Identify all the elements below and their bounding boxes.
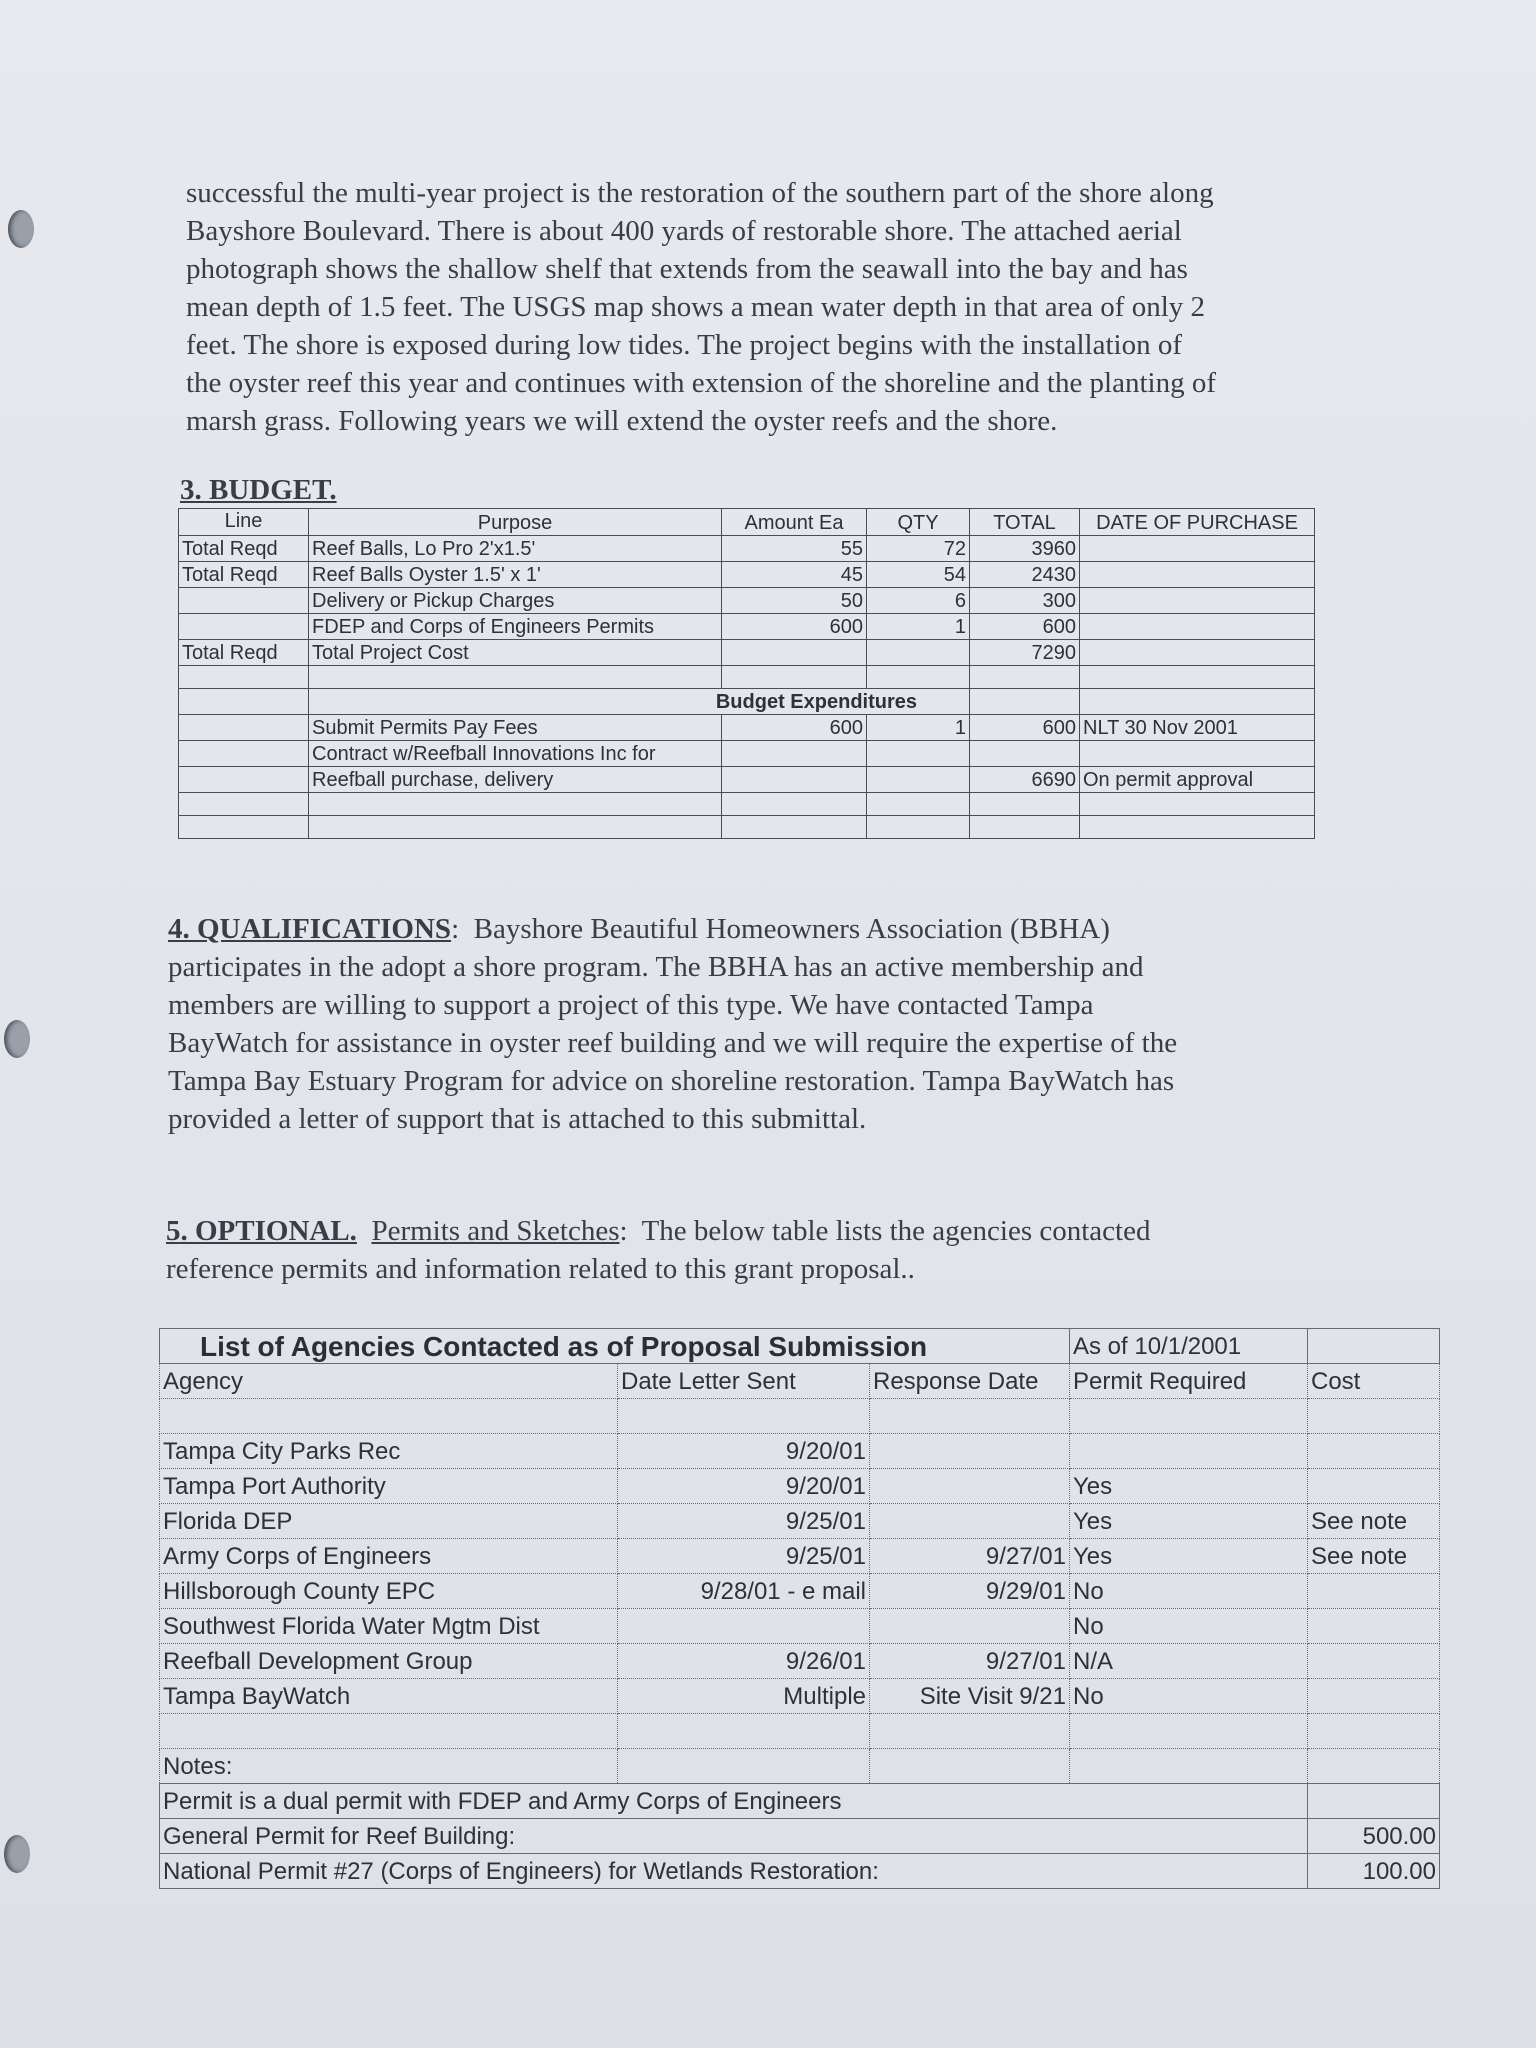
cost-cell: See note — [1308, 1504, 1440, 1539]
date-sent-cell: 9/26/01 — [618, 1644, 870, 1679]
agencies-title-row — [160, 1329, 1440, 1364]
table-row — [179, 816, 1315, 839]
qualifications-paragraph: 4. QUALIFICATIONS: Bayshore Beautiful Homeowners Association (BBHA) participates in the adopt a shore program. The BBHA has an active membership and members are willing to support a project of this type. We have contacted Tampa BayWatch for assistance in oyster reef building and we will require the expertise of the Tampa Bay Estuary Program for advice on shoreline restoration. Tampa BayWatch has provided a letter of support that is attached to this submittal. — [168, 910, 1338, 1138]
date-cell — [1080, 562, 1315, 588]
agencies-header-row — [160, 1364, 1440, 1399]
qualifications-line: provided a letter of support that is attached to this submittal. — [168, 1103, 867, 1135]
date-sent-cell: 9/28/01 - e mail — [618, 1574, 870, 1609]
amount-cell: 50 — [722, 588, 867, 614]
cost-cell — [1308, 1574, 1440, 1609]
col-header-agency: Agency — [160, 1364, 618, 1399]
table-row — [179, 562, 1315, 588]
table-row — [179, 715, 1315, 741]
note-cost — [1308, 1784, 1440, 1819]
budget-header-row — [179, 509, 1315, 536]
date-cell — [1080, 640, 1315, 666]
response-cell — [870, 1434, 1070, 1469]
table-row — [179, 793, 1315, 816]
qualifications-heading: 4. QUALIFICATIONS — [168, 913, 452, 945]
purpose-cell: FDEP and Corps of Engineers Permits — [309, 614, 722, 640]
agencies-table — [159, 1328, 1440, 1889]
qualifications-line: Tampa Bay Estuary Program for advice on shoreline restoration. Tampa BayWatch has — [168, 1065, 1175, 1097]
qualifications-line: participates in the adopt a shore program. The BBHA has an active membership and — [168, 951, 1144, 983]
purpose-cell: Reef Balls, Lo Pro 2'x1.5' — [309, 536, 722, 562]
purpose-cell: Total Project Cost — [309, 640, 722, 666]
date-sent-cell: 9/25/01 — [618, 1539, 870, 1574]
date-cell — [1080, 588, 1315, 614]
intro-line: marsh grass. Following years we will extend the oyster reefs and the shore. — [186, 405, 1058, 437]
agency-cell: Hillsborough County EPC — [160, 1574, 618, 1609]
line-cell: Total Reqd — [179, 640, 309, 666]
table-row — [160, 1679, 1440, 1714]
intro-line: photograph shows the shallow shelf that extends from the seawall into the bay and has — [186, 253, 1188, 285]
col-header-purpose: Purpose — [309, 509, 722, 536]
note-row — [160, 1784, 1440, 1819]
binder-hole-icon — [8, 210, 34, 248]
qty-cell — [867, 640, 970, 666]
amount-cell: 45 — [722, 562, 867, 588]
cost-cell — [1308, 1644, 1440, 1679]
table-row — [179, 767, 1315, 793]
amount-cell: 55 — [722, 536, 867, 562]
amount-cell: 600 — [722, 614, 867, 640]
col-header-response: Response Date — [870, 1364, 1070, 1399]
intro-line: feet. The shore is exposed during low tides. The project begins with the installation of — [186, 329, 1182, 361]
purpose-cell: Delivery or Pickup Charges — [309, 588, 722, 614]
permit-cell: No — [1070, 1679, 1308, 1714]
budget-table — [178, 508, 1315, 839]
optional-paragraph: 5. OPTIONAL. Permits and Sketches: The below table lists the agencies contacted reference permits and information related to this grant proposal.. — [166, 1212, 1346, 1288]
binder-hole-icon — [4, 1835, 30, 1873]
qty-cell: 1 — [867, 614, 970, 640]
agency-cell: Florida DEP — [160, 1504, 618, 1539]
total-cell: 7290 — [970, 640, 1080, 666]
permit-cell: Yes — [1070, 1504, 1308, 1539]
intro-line: mean depth of 1.5 feet. The USGS map shows a mean water depth in that area of only 2 — [186, 291, 1206, 323]
permit-cell — [1070, 1434, 1308, 1469]
table-row — [160, 1539, 1440, 1574]
agency-cell: Tampa City Parks Rec — [160, 1434, 618, 1469]
table-row — [179, 614, 1315, 640]
table-row — [179, 536, 1315, 562]
note-row — [160, 1819, 1440, 1854]
notes-label-row — [160, 1749, 1440, 1784]
total-cell: 3960 — [970, 536, 1080, 562]
agency-cell: Southwest Florida Water Mgtm Dist — [160, 1609, 618, 1644]
agency-cell: Tampa Port Authority — [160, 1469, 618, 1504]
col-header-permit: Permit Required — [1070, 1364, 1308, 1399]
date-cell — [1080, 741, 1315, 767]
date-cell: On permit approval — [1080, 767, 1315, 793]
binder-hole-icon — [4, 1020, 30, 1058]
table-row — [160, 1504, 1440, 1539]
optional-line: reference permits and information related to this grant proposal.. — [166, 1253, 915, 1285]
qualifications-line: BayWatch for assistance in oyster reef building and we will require the expertise of the — [168, 1027, 1178, 1059]
table-row — [160, 1434, 1440, 1469]
agencies-title: List of Agencies Contacted as of Proposal Submission — [160, 1329, 1070, 1364]
notes-label: Notes: — [160, 1749, 618, 1784]
response-cell: 9/29/01 — [870, 1574, 1070, 1609]
col-header-cost: Cost — [1308, 1364, 1440, 1399]
qty-cell: 1 — [867, 715, 970, 741]
table-row — [179, 741, 1315, 767]
total-cell: 300 — [970, 588, 1080, 614]
date-cell — [1080, 614, 1315, 640]
total-cell: 2430 — [970, 562, 1080, 588]
purpose-cell: Contract w/Reefball Innovations Inc for — [309, 741, 722, 767]
response-cell: 9/27/01 — [870, 1644, 1070, 1679]
response-cell — [870, 1469, 1070, 1504]
optional-subheading: Permits and Sketches — [371, 1215, 620, 1247]
amount-cell — [722, 640, 867, 666]
agency-cell: Army Corps of Engineers — [160, 1539, 618, 1574]
table-row — [160, 1399, 1440, 1434]
response-cell: 9/27/01 — [870, 1539, 1070, 1574]
expenditures-label: Budget Expenditures — [309, 689, 970, 715]
permit-cell: No — [1070, 1574, 1308, 1609]
optional-heading: 5. OPTIONAL. — [166, 1215, 357, 1247]
col-header-date: DATE OF PURCHASE — [1080, 509, 1315, 536]
date-sent-cell: Multiple — [618, 1679, 870, 1714]
qty-cell: 6 — [867, 588, 970, 614]
table-row — [160, 1714, 1440, 1749]
qualifications-line: members are willing to support a project of this type. We have contacted Tampa — [168, 989, 1094, 1021]
cost-cell — [1308, 1434, 1440, 1469]
table-row — [160, 1469, 1440, 1504]
amount-cell — [722, 741, 867, 767]
table-row — [179, 588, 1315, 614]
col-header-line: Line — [179, 509, 309, 536]
expenditures-label-row — [179, 689, 1315, 715]
intro-paragraph — [186, 174, 1326, 440]
purpose-cell: Submit Permits Pay Fees — [309, 715, 722, 741]
line-cell: Total Reqd — [179, 536, 309, 562]
amount-cell — [722, 767, 867, 793]
note-text: National Permit #27 (Corps of Engineers) for Wetlands Restoration: — [160, 1854, 1308, 1889]
note-text: General Permit for Reef Building: — [160, 1819, 1308, 1854]
cost-cell: See note — [1308, 1539, 1440, 1574]
line-cell: Total Reqd — [179, 562, 309, 588]
permit-cell: No — [1070, 1609, 1308, 1644]
table-row — [160, 1644, 1440, 1679]
col-header-qty: QTY — [867, 509, 970, 536]
intro-line: successful the multi-year project is the restoration of the southern part of the shore along — [186, 177, 1214, 209]
table-row — [179, 666, 1315, 689]
qty-cell — [867, 767, 970, 793]
note-cost: 100.00 — [1308, 1854, 1440, 1889]
qty-cell: 72 — [867, 536, 970, 562]
date-cell: NLT 30 Nov 2001 — [1080, 715, 1315, 741]
permit-cell: N/A — [1070, 1644, 1308, 1679]
agency-cell: Reefball Development Group — [160, 1644, 618, 1679]
purpose-cell: Reef Balls Oyster 1.5' x 1' — [309, 562, 722, 588]
col-header-amount: Amount Ea — [722, 509, 867, 536]
intro-line: Bayshore Boulevard. There is about 400 yards of restorable shore. The attached aerial — [186, 215, 1182, 247]
total-cell: 6690 — [970, 767, 1080, 793]
qualifications-line: Bayshore Beautiful Homeowners Association (BBHA) — [473, 913, 1110, 945]
date-sent-cell: 9/20/01 — [618, 1469, 870, 1504]
col-header-total: TOTAL — [970, 509, 1080, 536]
agency-cell: Tampa BayWatch — [160, 1679, 618, 1714]
date-sent-cell: 9/20/01 — [618, 1434, 870, 1469]
total-cell: 600 — [970, 614, 1080, 640]
cost-cell — [1308, 1679, 1440, 1714]
total-cell: 600 — [970, 715, 1080, 741]
qty-cell: 54 — [867, 562, 970, 588]
cost-cell — [1308, 1469, 1440, 1504]
note-row — [160, 1854, 1440, 1889]
line-cell — [179, 614, 309, 640]
purpose-cell: Reefball purchase, delivery — [309, 767, 722, 793]
total-cell — [970, 741, 1080, 767]
col-header-date-sent: Date Letter Sent — [618, 1364, 870, 1399]
intro-line: the oyster reef this year and continues with extension of the shoreline and the planting of — [186, 367, 1217, 399]
response-cell: Site Visit 9/21 — [870, 1679, 1070, 1714]
amount-cell: 600 — [722, 715, 867, 741]
note-cost: 500.00 — [1308, 1819, 1440, 1854]
cost-cell — [1308, 1609, 1440, 1644]
table-row — [160, 1609, 1440, 1644]
date-sent-cell — [618, 1609, 870, 1644]
permit-cell: Yes — [1070, 1539, 1308, 1574]
line-cell — [179, 588, 309, 614]
response-cell — [870, 1609, 1070, 1644]
table-row — [160, 1574, 1440, 1609]
date-cell — [1080, 536, 1315, 562]
qty-cell — [867, 741, 970, 767]
date-sent-cell: 9/25/01 — [618, 1504, 870, 1539]
budget-heading: 3. BUDGET. — [180, 474, 337, 506]
as-of-date: As of 10/1/2001 — [1070, 1329, 1308, 1364]
table-row — [179, 640, 1315, 666]
response-cell — [870, 1504, 1070, 1539]
note-text: Permit is a dual permit with FDEP and Army Corps of Engineers — [160, 1784, 1308, 1819]
optional-line: The below table lists the agencies contacted — [641, 1215, 1151, 1247]
permit-cell: Yes — [1070, 1469, 1308, 1504]
